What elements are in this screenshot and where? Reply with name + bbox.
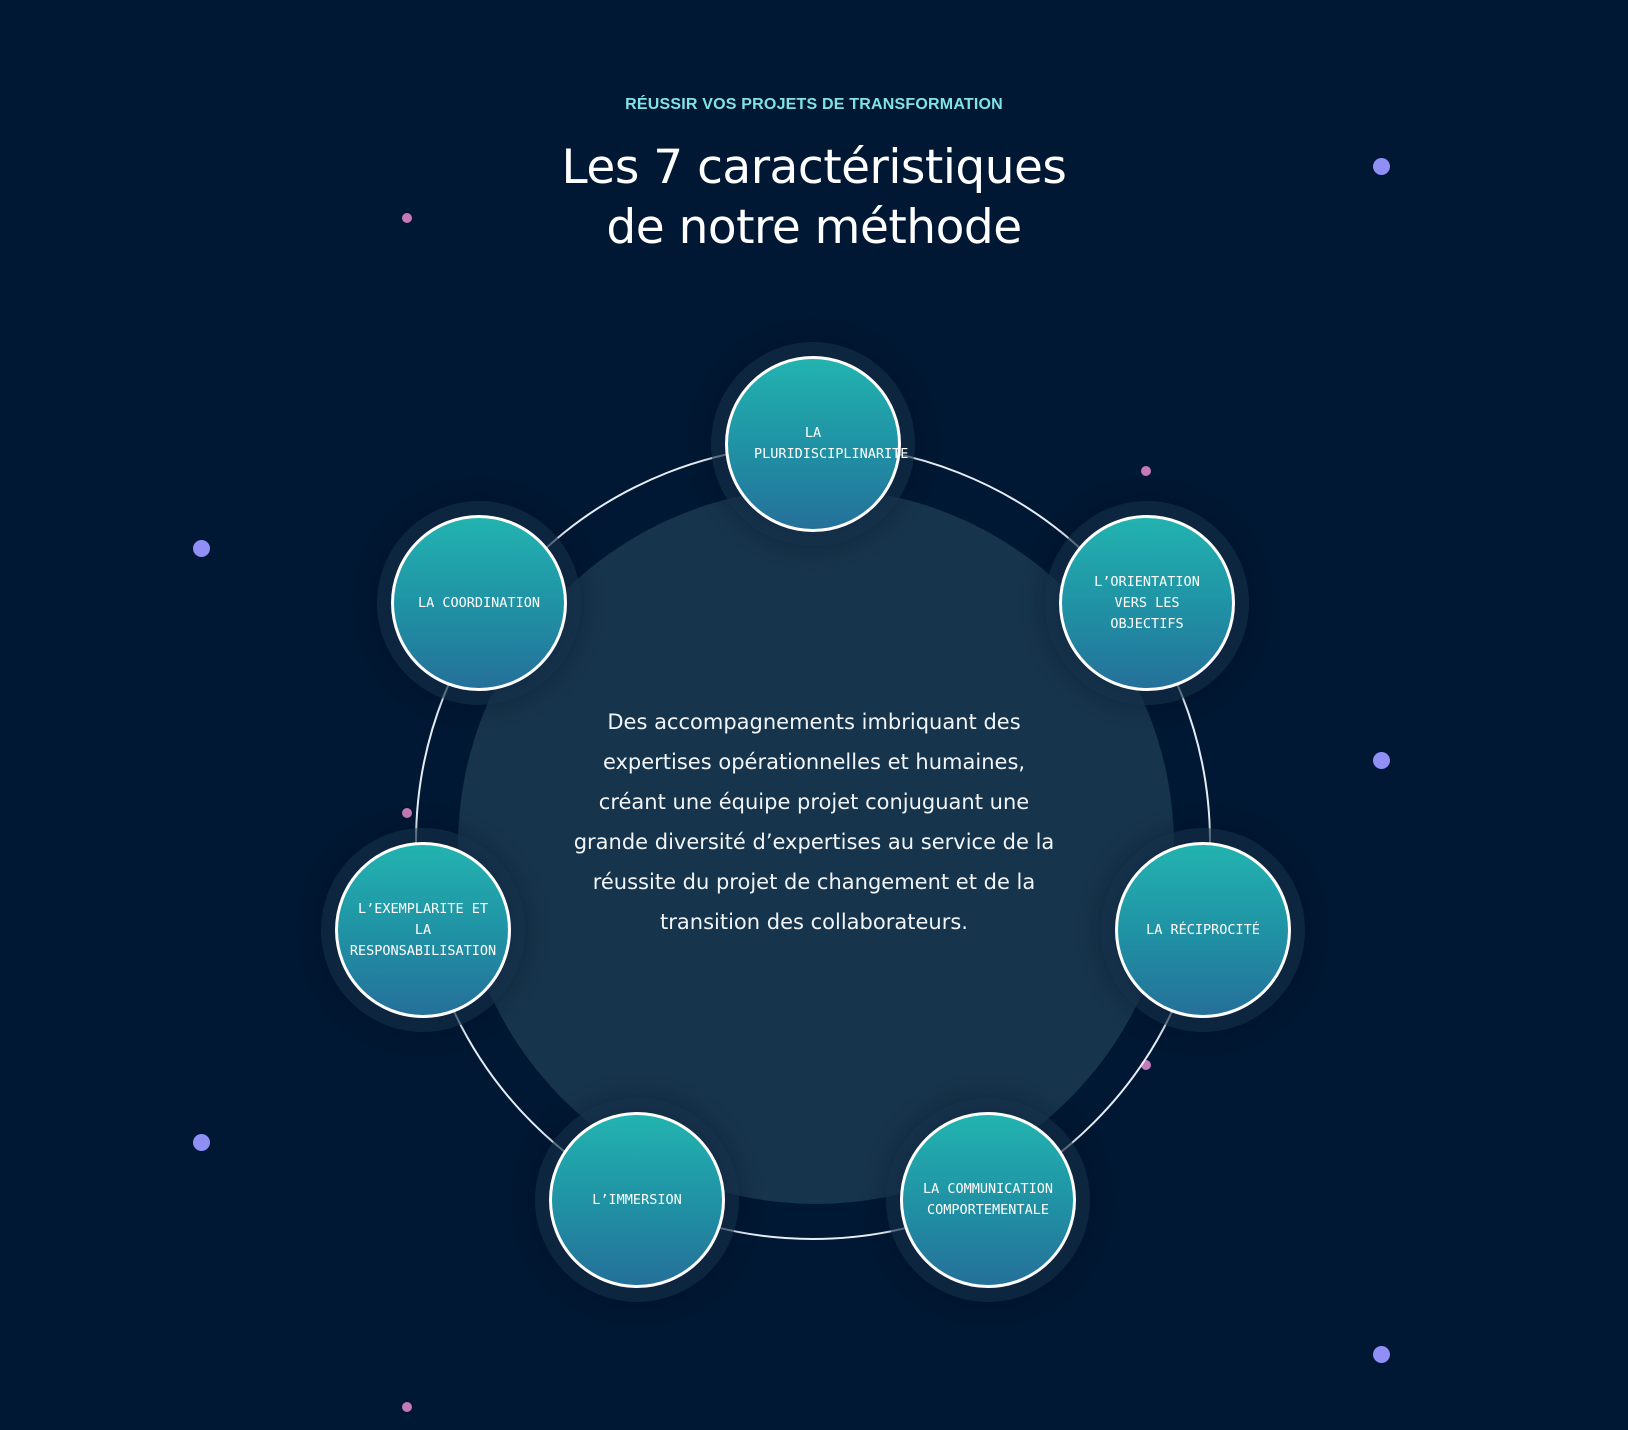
node-label: LA PLURIDISCIPLINARITE <box>754 425 909 462</box>
decor-dot <box>1373 1346 1390 1363</box>
decor-dot <box>193 1134 210 1151</box>
node-label: L’EXEMPLARITE ET LA RESPONSABILISATION <box>349 900 497 959</box>
decor-dot <box>402 213 412 223</box>
decor-dot <box>402 808 412 818</box>
node-label: LA COMMUNICATION COMPORTEMENTALE <box>922 1181 1054 1218</box>
node-orientation-objectifs[interactable] <box>1059 515 1235 691</box>
decor-dot <box>1141 466 1151 476</box>
page-title-line-1: Les 7 caractéristiques <box>561 140 1067 195</box>
node-immersion[interactable] <box>549 1112 725 1288</box>
node-exemplarite-responsabilisation[interactable] <box>335 842 511 1018</box>
node-label: L’ORIENTATION VERS LES OBJECTIFS <box>1094 573 1200 632</box>
decor-dot <box>1373 158 1390 175</box>
node-coordination[interactable] <box>391 515 567 691</box>
decor-dot <box>1373 752 1390 769</box>
page-title-line-2: de notre méthode <box>606 200 1022 255</box>
eyebrow-label: RÉUSSIR VOS PROJETS DE TRANSFORMATION <box>625 96 1003 113</box>
page-title <box>0 138 1628 258</box>
node-label: LA RÉCIPROCITÉ <box>1146 921 1260 938</box>
node-communication-comportementale[interactable] <box>900 1112 1076 1288</box>
center-description: Des accompagnements imbriquant des expertises opérationnelles et humaines, créant une équipe projet conjuguant une grande diversité d’expertises au service de la réussite du projet de changement et de la transition des collaborateurs. <box>573 710 1055 934</box>
node-label: LA COORDINATION <box>418 594 540 611</box>
node-pluridisciplinarite[interactable] <box>725 356 909 532</box>
node-label: L’IMMERSION <box>592 1191 682 1208</box>
node-reciprocite[interactable] <box>1115 842 1291 1018</box>
decor-dot <box>402 1402 412 1412</box>
decor-dot <box>193 540 210 557</box>
